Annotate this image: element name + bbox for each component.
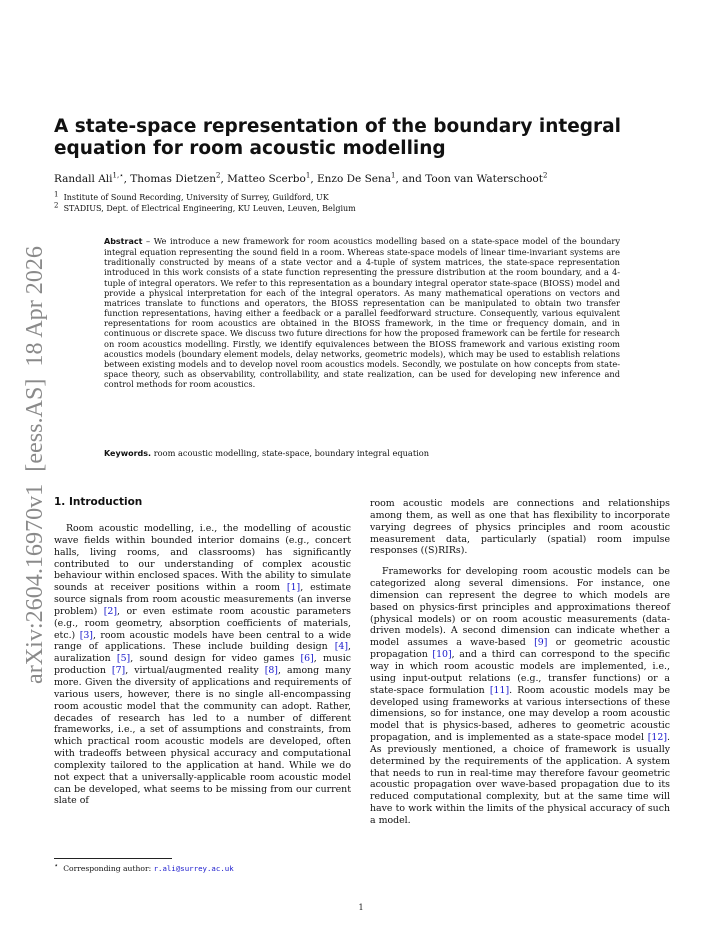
text-run: or geometric acoustic propagation [370,637,671,661]
keywords-label: Keywords. [104,449,152,458]
arxiv-stamp [8,245,58,685]
text-run: , sound design for video games [130,653,301,665]
affiliation-number: 1 [54,190,59,199]
section-heading [54,496,142,509]
author-affiliation-mark: 1,⋆ [112,171,124,180]
text-run: , room acoustic models have been central to a wide range of applications. These include building design [54,629,351,653]
right-column [370,498,670,827]
author-name: , Matteo Scerbo [220,173,306,185]
paper-title: A state-space representation of the boundary integral equation for room acoustic modelling [54,116,621,159]
author-name: , Thomas Dietzen [123,173,217,185]
text-run: Room acoustic modelling, i.e., the modelling of acoustic wave fields within bounded interior domains (e.g., concert halls, living rooms, and classrooms) has significantly contributed to our understanding of complex acoustic behaviour within enclosed spaces. With the ability to simulate sounds at receiver positions within a room [54,523,351,594]
citation-link[interactable]: [6] [300,653,314,665]
text-run: , and a third can correspond to the specific way in which room acoustic models are implemented, i.e., using input-output relations (e.g., transfer functions) or a state-space formulation [370,649,670,696]
citation-link[interactable]: [7] [111,665,126,677]
citation-link[interactable]: [3] [79,629,93,641]
author-email-link[interactable]: r.ali@surrey.ac.uk [153,864,234,873]
footnote-rule [54,858,172,859]
page-number: 1 [358,903,364,912]
text-run: , or even estimate room acoustic parameters (e.g., room geometry, absorption coefficients of materials, etc.) [54,605,351,641]
author-name: Randall Ali [54,173,113,185]
text-run: , estimate source signals from room acoustic measurements (an inverse problem) [54,582,351,617]
footnote-mark: ⋆ [54,861,59,870]
text-run: , among many more. Given the diversity of applications and requirements of various users, however, there is no single all-encompassing room acoustic model that the community can adopt. Rather, decades of research has led to a number of different frameworks, i.e., a set of assumptions and constraints, from which practical room acoustic models are developed, often with tradeoffs between physical accuracy and computational complexity tailored to the application at hand. While we do not expect that a universally-applicable room acoustic model can be developed, what seems to be missing from our current slate of [54,665,351,807]
author-affiliation-mark: 2 [216,171,221,180]
author-list [54,172,547,186]
footnote-text: Corresponding author: [63,864,154,873]
citation-link[interactable]: [8] [264,665,278,677]
paragraph [54,523,351,807]
keywords-text: room acoustic modelling, state-space, boundary integral equation [153,448,430,458]
section-number: 1. [54,496,66,508]
citation-link[interactable]: [2] [103,605,117,617]
affiliation-text: Institute of Sound Recording, University of Surrey, Guildford, UK [63,193,329,202]
author-affiliation-mark: 1 [391,171,396,180]
text-run: , music production [54,653,351,677]
paragraph [370,566,670,827]
citation-link[interactable]: [10] [432,649,452,661]
citation-link[interactable]: [4] [334,641,349,653]
paragraph: room acoustic models are connections and relationships among them, as well as one that has flexibility to incorporate varying degrees of physics principles and room acoustic measurement data, particularly (spatial) room impulse responses ((S)RIRs). [370,498,670,557]
abstract-label: Abstract [104,237,143,246]
citation-link[interactable]: [5] [116,653,131,665]
abstract-text: – We introduce a new framework for room acoustics modelling based on a state-space model of the boundary integral equation representing the sound field in a room. Whereas state-space models of linear time-invariant systems are traditionally constructed by means of a state vector and a 4-tuple of system matrices, the state-space representation introduced in this work consists of a state function representing the pressure distribution at the room boundary, and a 4-tuple of integral operators. We refer to this representation as a boundary integral operator state-space (BIOSS) model and provide a physical interpretation for each of the integral operators. As many mathematical operations on vectors and matrices translate to functions and operators, the BIOSS representation can be manipulated to obtain two transfer function representations, having either a feedback or a parallel feedforward structure. Consequently, various equivalent representations for room acoustics are obtained in the BIOSS framework, in the time or frequency domain, and in continuous or discrete space. We discuss two future directions for how the proposed framework can be fertile for research on room acoustics modelling. Firstly, we identify equivalences between the BIOSS framework and various existing room acoustics models (boundary element models, delay networks, geometric models), which may be used to establish relations between existing models and to develop novel room acoustics models. Secondly, we postulate on how concepts from state-space theory, such as observability, controllability, and state realization, can be used for developing new inference and control methods for room acoustics. [104,236,621,390]
section-title: Introduction [68,496,143,508]
text-run: . Room acoustic models may be developed using frameworks at various intersections of these dimensions, so for instance, one may develop a room acoustic model that is physics-based, adheres to geometric acoustic propagation, and is implemented as a state-space model [370,684,670,744]
citation-link[interactable]: [12] [647,732,668,744]
abstract [104,236,620,389]
author-name: , Enzo De Sena [310,173,392,185]
keywords [104,448,620,459]
citation-link[interactable]: [1] [286,582,301,594]
affiliation-text: STADIUS, Dept. of Electrical Engineering, KU Leuven, Leuven, Belgium [63,204,356,213]
text-run: Frameworks for developing room acoustic models can be categorized along several dimensions. For instance, one dimension can represent the degree to which models are based on physics-first principles and approximations thereof (physical models) or on room acoustic measurements (data-driven models). A second dimension can indicate whether a model assumes a wave-based [370,566,670,649]
text-run: . As previously mentioned, a choice of framework is usually determined by the requirements of the application. A system that needs to run in real-time may therefore favour geometric acoustic propagation over wave-based propagation due to its reduced computational complexity, but at the same time will have to work within the limits of the physical accuracy of such a model. [370,732,670,826]
left-column [54,523,351,807]
arxiv-stamp-text: arXiv:2604.16970v1 [eess.AS] 18 Apr 2026 [22,248,48,684]
author-affiliation-mark: 1 [305,171,311,180]
footnote [54,861,234,874]
text-run: , virtual/augmented reality [125,665,265,677]
author-name: , and Toon van Waterschoot [395,173,543,185]
citation-link[interactable]: [11] [489,684,510,696]
affiliation-number: 2 [54,201,59,210]
author-affiliation-mark: 2 [542,171,548,180]
affiliation-1 [54,192,329,203]
affiliation-2 [54,203,356,214]
citation-link[interactable]: [9] [534,637,548,649]
text-run: , auralization [54,641,351,665]
